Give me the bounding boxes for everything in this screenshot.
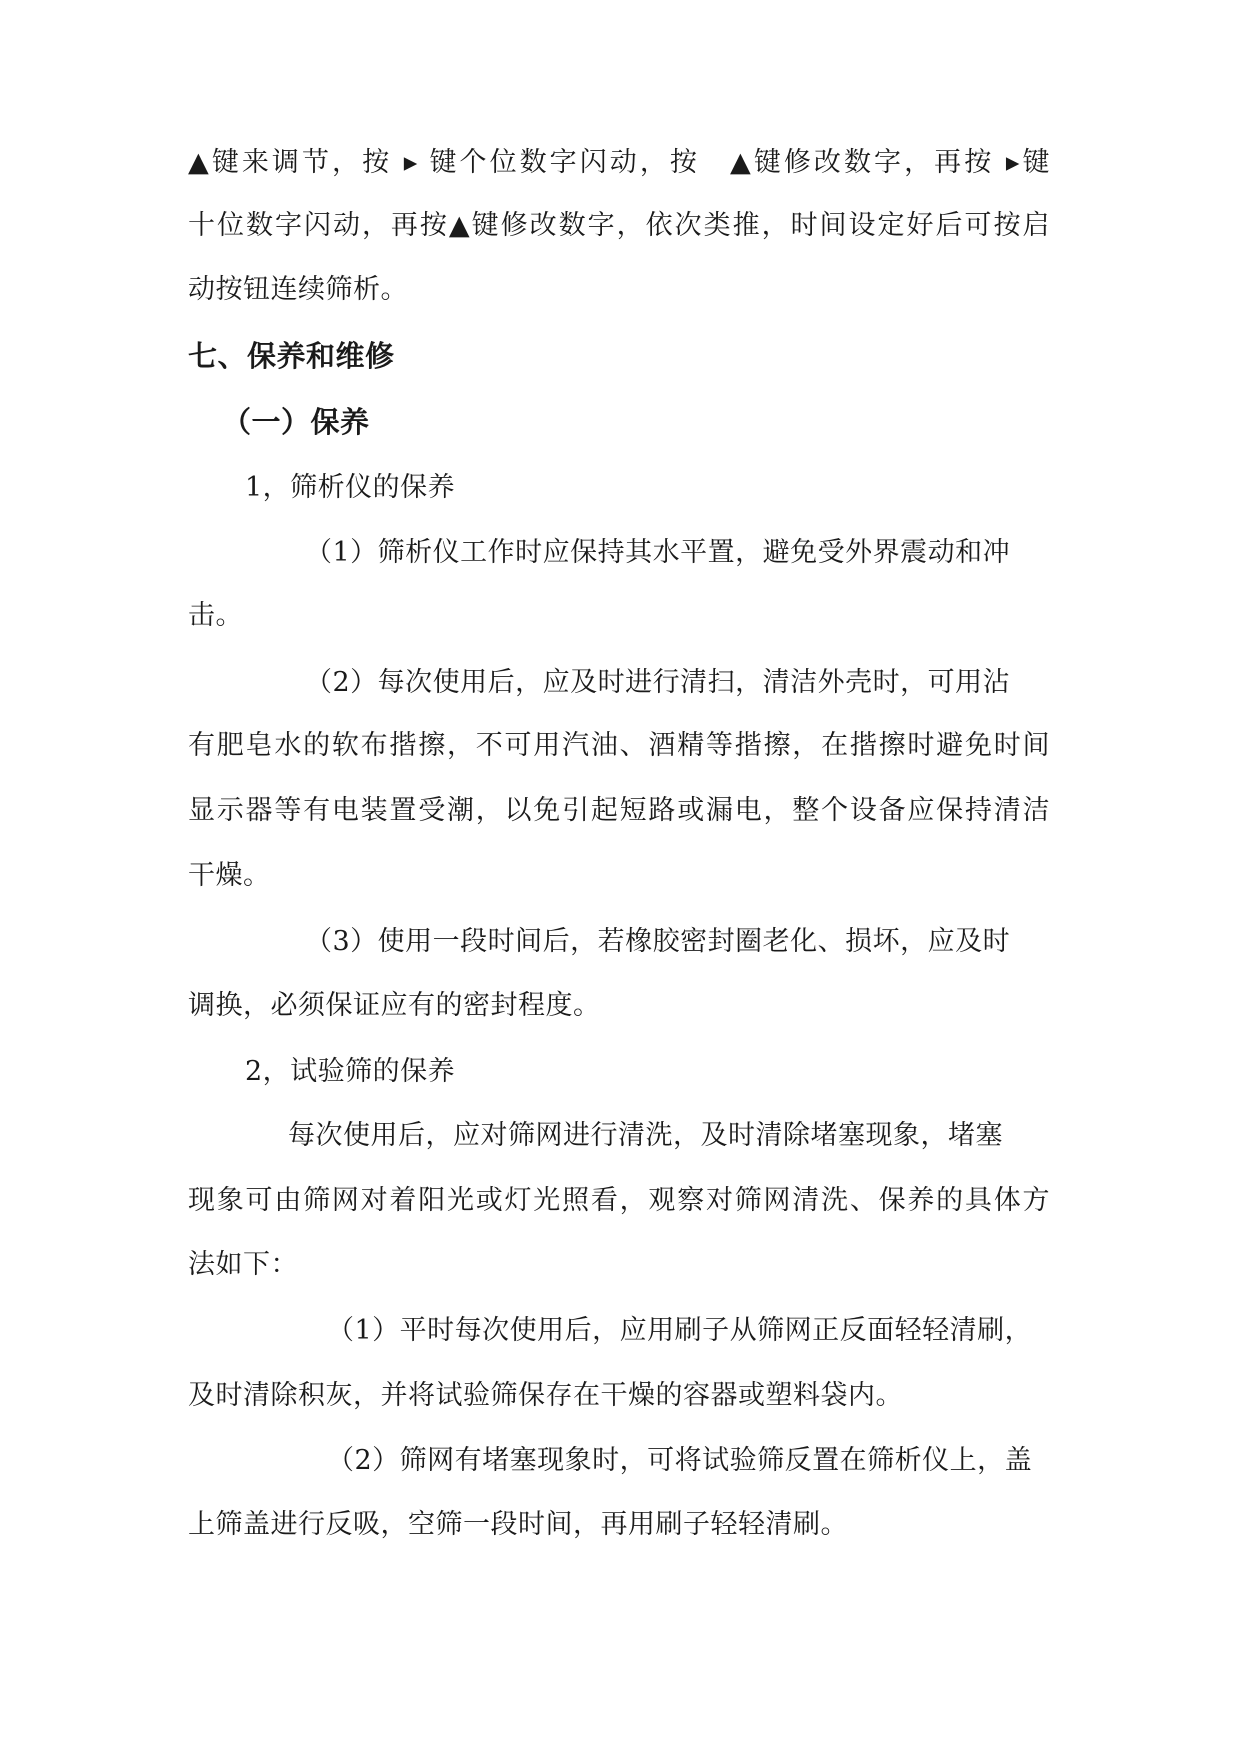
item-heading: 1，筛析仪的保养 — [245, 472, 456, 503]
subsection-heading: （一）保养 — [222, 405, 370, 439]
section-heading: 七、保养和维修 — [188, 339, 395, 373]
body-line: 干燥。 — [188, 860, 271, 891]
body-line: 调换，必须保证应有的密封程度。 — [188, 990, 601, 1021]
body-line: （1）平时每次使用后，应用刷子从筛网正反面轻轻清刷， — [327, 1315, 1033, 1346]
body-line: 法如下： — [188, 1249, 298, 1280]
body-line: （2）筛网有堵塞现象时，可将试验筛反置在筛析仪上，盖 — [327, 1445, 1033, 1476]
body-line: 击。 — [188, 600, 243, 631]
body-line: （2）每次使用后，应及时进行清扫，清洁外壳时，可用沾 — [305, 667, 1011, 698]
body-line: 上筛盖进行反吸，空筛一段时间，再用刷子轻轻清刷。 — [188, 1509, 848, 1540]
body-line: 十位数字闪动，再按▲键修改数字，依次类推，时间设定好后可按启 — [188, 210, 1050, 241]
item-heading: 2，试验筛的保养 — [245, 1056, 456, 1087]
body-line: ▲键来调节，按 ▸ 键个位数字闪动，按 ▲键修改数字，再按 ▸键 — [188, 147, 1050, 178]
body-line: 及时清除积灰，并将试验筛保存在干燥的容器或塑料袋内。 — [188, 1380, 903, 1411]
body-line: （3）使用一段时间后，若橡胶密封圈老化、损坏，应及时 — [305, 926, 1011, 957]
body-line: 显示器等有电装置受潮，以免引起短路或漏电，整个设备应保持清洁 — [188, 795, 1050, 826]
body-line: （1）筛析仪工作时应保持其水平置，避免受外界震动和冲 — [305, 537, 1011, 568]
body-line: 每次使用后，应对筛网进行清洗，及时清除堵塞现象，堵塞 — [288, 1120, 1003, 1151]
body-line: 现象可由筛网对着阳光或灯光照看，观察对筛网清洗、保养的具体方 — [188, 1185, 1050, 1216]
body-line: 动按钮连续筛析。 — [188, 274, 408, 305]
body-line: 有肥皂水的软布揩擦，不可用汽油、酒精等揩擦，在揩擦时避免时间 — [188, 730, 1050, 761]
